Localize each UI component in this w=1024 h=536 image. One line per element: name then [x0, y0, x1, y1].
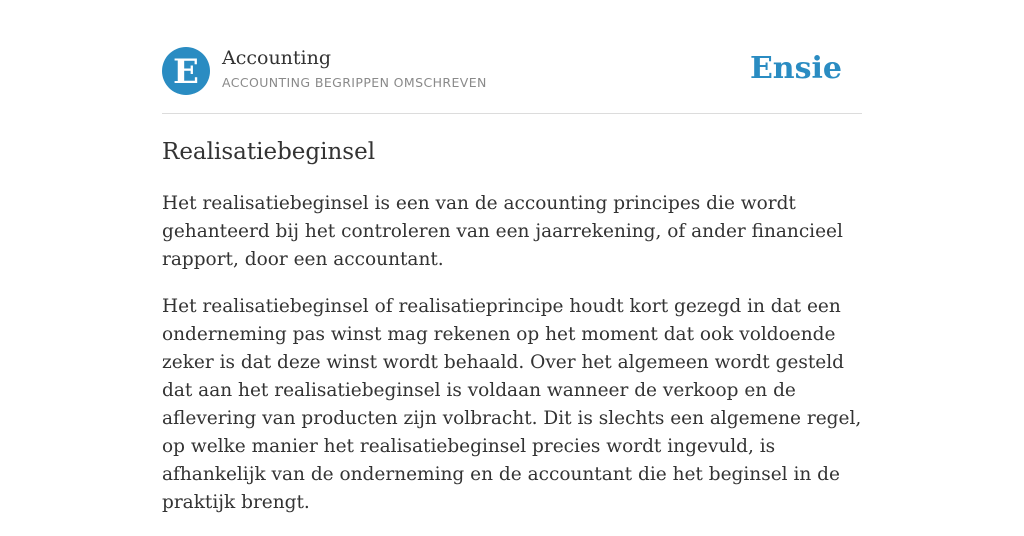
- article-paragraph: Het realisatiebeginsel of realisatieprincipe houdt kort gezegd in dat een onderneming pas winst mag rekenen op het moment dat ook voldoende zeker is dat deze winst wordt behaald. Over het algemeen wordt gesteld dat aan het realisatiebeginsel is voldaan wanneer de verkoop en de aflevering van producten zijn volbracht. Dit is slechts een algemene regel, op welke manier het realisatiebeginsel precies wordt ingevuld, is afhankelijk van de onderneming en de accountant die het beginsel in de praktijk brengt.: [162, 296, 862, 513]
- article-body: [162, 190, 862, 536]
- site-subtitle: ACCOUNTING BEGRIPPEN OMSCHREVEN: [222, 75, 487, 90]
- definition-card: [162, 0, 862, 513]
- site-title[interactable]: Accounting: [222, 47, 332, 69]
- article-paragraph: Het realisatiebeginsel is een van de accounting principes die wordt gehanteerd bij het controleren van een jaarrekening, of ander financieel rapport, door een accountant.: [162, 193, 843, 270]
- ensie-brand-logo[interactable]: Ensie: [749, 51, 842, 86]
- article-title: Realisatiebeginsel: [162, 139, 376, 165]
- logo-letter: E: [173, 51, 199, 92]
- site-logo[interactable]: [162, 47, 210, 95]
- page-header: [162, 0, 862, 114]
